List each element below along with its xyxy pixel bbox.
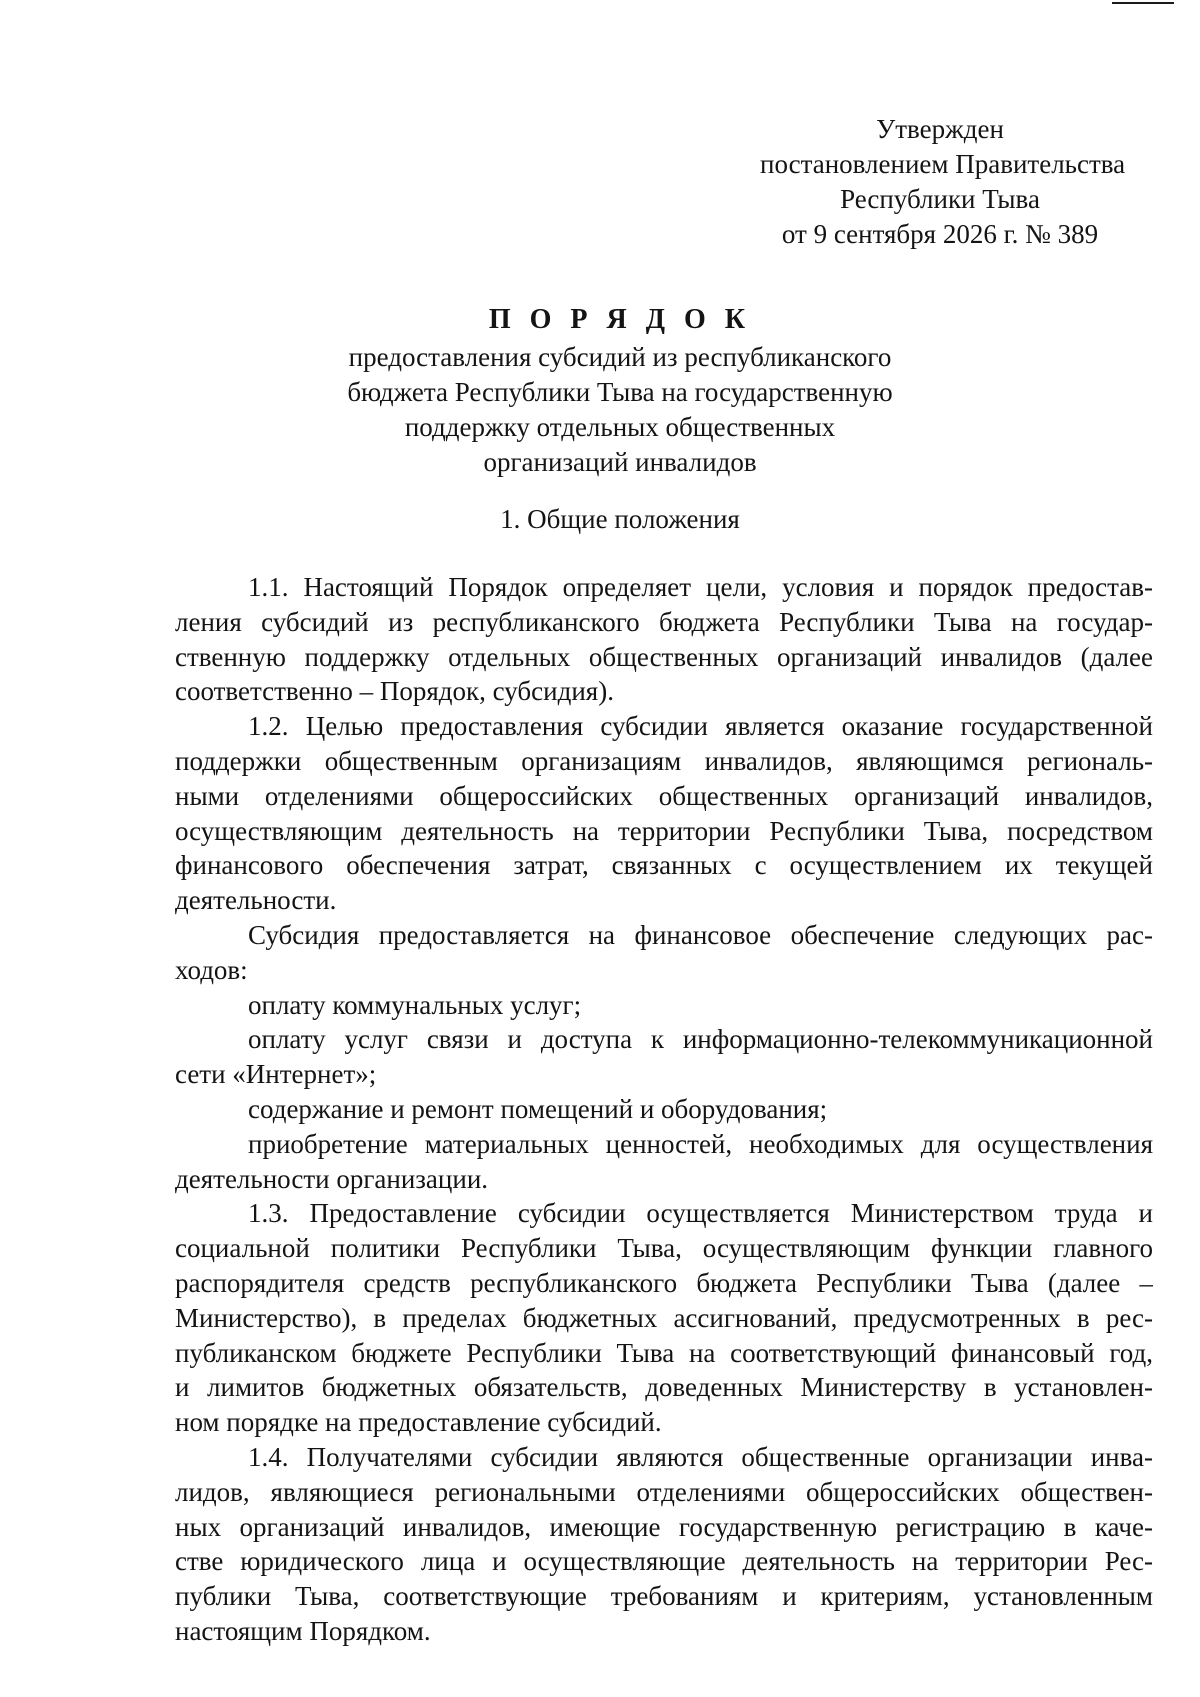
document-title: П О Р Я Д О К bbox=[488, 304, 752, 335]
text-line: соответственно – Порядок, субсидия). bbox=[175, 676, 614, 707]
text-line: 1.4. Получателями субсидии являются общественные организации инва- bbox=[248, 1441, 1153, 1472]
approval-line: от 9 сентября 2026 г. № 389 bbox=[781, 219, 1099, 249]
text-line: осуществляющим деятельность на территории Республики Тыва, посредством bbox=[175, 815, 1153, 846]
text-line: деятельности организации. bbox=[175, 1163, 489, 1194]
text-line: настоящим Порядком. bbox=[175, 1615, 431, 1646]
section-heading: 1. Общие положения bbox=[500, 504, 740, 534]
text-line: ходов: bbox=[175, 954, 248, 985]
text-line: Министерство), в пределах бюджетных ассигнований, предусмотренных в рес- bbox=[175, 1302, 1153, 1333]
text-line: лидов, являющиеся региональными отделениями общероссийских обществен- bbox=[175, 1476, 1153, 1507]
text-line: ления субсидий из республиканского бюджета Республики Тыва на государ- bbox=[175, 606, 1153, 637]
text-line: социальной политики Республики Тыва, осуществляющим функции главного bbox=[175, 1233, 1153, 1264]
approval-line: Утвержден bbox=[876, 114, 1004, 144]
text-line: ном порядке на предоставление субсидий. bbox=[175, 1407, 662, 1438]
subtitle-line: предоставления субсидий из республиканского bbox=[348, 342, 892, 372]
subtitle-line: поддержку отдельных общественных bbox=[404, 412, 836, 442]
text-line: деятельности. bbox=[175, 885, 337, 916]
subtitle-line: бюджета Республики Тыва на государственную bbox=[347, 377, 893, 407]
list-item: оплату коммунальных услуг; bbox=[248, 989, 582, 1020]
list-item: приобретение материальных ценностей, необходимых для осуществления bbox=[248, 1128, 1153, 1159]
body-text bbox=[175, 570, 1153, 1649]
text-line: публиканском бюджете Республики Тыва на соответствующий финансовый год, bbox=[175, 1337, 1153, 1368]
text-line: ственную поддержку отдельных общественных организаций инвалидов (далее bbox=[175, 641, 1153, 672]
text-line: 1.2. Целью предоставления субсидии является оказание государственной bbox=[248, 711, 1153, 742]
subtitle-line: организаций инвалидов bbox=[483, 447, 757, 477]
list-item: оплату услуг связи и доступа к информационно-телекоммуникационной bbox=[248, 1024, 1153, 1055]
approval-stamp-block bbox=[760, 112, 1126, 252]
text-line: публики Тыва, соответствующие требованиям и критериям, установленным bbox=[175, 1581, 1153, 1612]
text-line: Субсидия предоставляется на финансовое обеспечение следующих рас- bbox=[248, 919, 1153, 950]
document-subtitle bbox=[320, 340, 920, 480]
text-line: и лимитов бюджетных обязательств, доведенных Министерству в установлен- bbox=[175, 1372, 1153, 1403]
approval-line: Республики Тыва bbox=[840, 184, 1040, 214]
text-line: ными отделениями общероссийских общественных организаций инвалидов, bbox=[175, 780, 1153, 811]
text-line: 1.3. Предоставление субсидии осуществляется Министерством труда и bbox=[248, 1198, 1153, 1229]
text-line: ных организаций инвалидов, имеющие государственную регистрацию в каче- bbox=[175, 1511, 1153, 1542]
text-line: сети «Интернет»; bbox=[175, 1059, 377, 1090]
list-item: содержание и ремонт помещений и оборудования; bbox=[248, 1093, 828, 1124]
text-line: 1.1. Настоящий Порядок определяет цели, условия и порядок предостав- bbox=[248, 572, 1153, 602]
text-line: поддержки общественным организациям инвалидов, являющимся региональ- bbox=[175, 745, 1153, 776]
text-line: распорядителя средств республиканского бюджета Республики Тыва (далее – bbox=[175, 1267, 1153, 1298]
scan-corner-mark bbox=[1112, 2, 1174, 4]
text-line: финансового обеспечения затрат, связанных с осуществлением их текущей bbox=[175, 850, 1153, 881]
approval-line: постановлением Правительства bbox=[760, 149, 1126, 179]
text-line: стве юридического лица и осуществляющие деятельность на территории Рес- bbox=[175, 1546, 1153, 1577]
